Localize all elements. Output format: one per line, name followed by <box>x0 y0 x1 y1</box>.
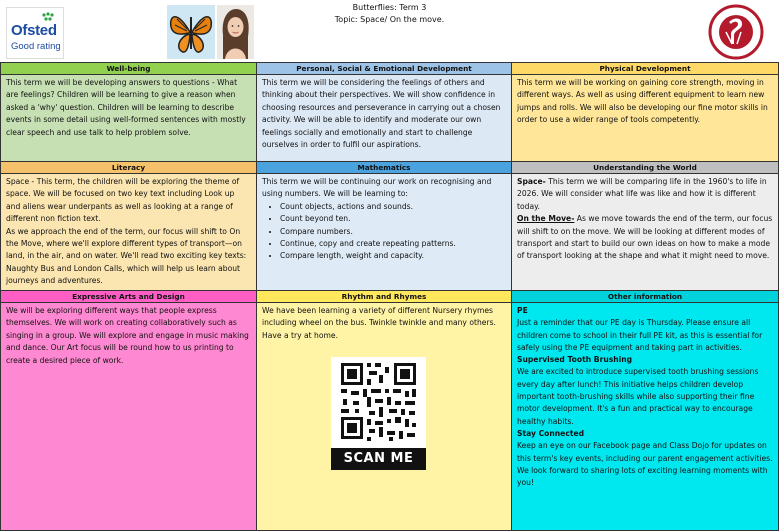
qr-code-icon <box>331 357 426 448</box>
literacy-para-move: As we approach the end of the term, our focus will shift to On the Move, where we'll explore different types of transport—on land, in the air, and on water. We'll read two exciting key texts: Naughty Bus and London Calls, which will help us learn about journeys and adventures. <box>6 226 247 286</box>
tooth-brushing-text: We are excited to introduce supervised tooth brushing sessions every day after lunch! This initiative helps children develop important tooth-brushing skills while also supporting their fine motor development. It's a fun and practical way to encourage healthy habits. <box>517 367 759 426</box>
ofsted-rating: Good rating <box>11 41 61 52</box>
section-body: We will be exploring different ways that people express themselves. We will work on creating collaboratively such as singing in a group. We will explore and engage in music making and dance. Our Art focus will be round how to us printing to create a desired piece of work. <box>6 306 249 365</box>
section-understanding-world <box>511 161 779 291</box>
section-title: Well-being <box>1 63 256 75</box>
list-item: • Continue, copy and create repeating patterns. <box>280 238 506 250</box>
section-title: Rhythm and Rhymes <box>257 291 511 303</box>
utw-move-text: As we move towards the end of the term, our focus will shift to on the move. We will be looking at different modes of transport and start to build our own ideas on how to make a mode of transport looking at the shape and what it might need to move. <box>517 214 773 261</box>
section-wellbeing <box>0 62 257 162</box>
section-body: This term we will be considering the feelings of others and thinking about their perspectives. We will show confidence in choosing resources and perseverance in carrying out a chosen activity. We will be able to identify and moderate our own feelings socially and emotionally and start to challenge ourselves in order to fulfil our aspirations. <box>262 78 501 150</box>
section-title: Literacy <box>1 162 256 174</box>
maths-list <box>262 201 506 263</box>
maths-intro: This term we will be continuing our work on recognising and using numbers. We will be learning to: <box>262 177 492 199</box>
section-pse <box>256 62 512 162</box>
section-expressive-arts <box>0 290 257 531</box>
utw-space-text: This term we will be comparing life in the 1960's to life in 2026. We will consider what life was like and how it is different today. <box>517 177 767 211</box>
section-literacy <box>0 161 257 291</box>
section-mathematics <box>256 161 512 291</box>
heron-park-crest-icon <box>707 4 765 60</box>
topic-title: Topic: Space/ On the move. <box>334 15 445 24</box>
section-body: This term we will be developing answers to questions - What are feelings? Children will be learning to give a reason when asked a 'why' question. Children will be learning to describe events in some detail using well-formed sentences with mostly clear speech and use talk to help problem solve. <box>6 78 246 137</box>
section-body: This term we will be working on gaining core strength, moving in different ways. As well as using different equipment to learn new jumps and rolls. We will also be developing our fine motor skills in order to use a wider range of tools competently. <box>517 78 768 125</box>
list-item: • Count beyond ten. <box>280 213 506 225</box>
class-title: Butterflies: Term 3 <box>352 3 427 12</box>
ofsted-logo-word: Ofsted <box>11 22 57 39</box>
stay-connected-heading: Stay Connected <box>517 428 585 438</box>
pe-heading: PE <box>517 306 528 315</box>
qr-code[interactable] <box>331 357 426 470</box>
qr-scan-label: SCAN ME <box>331 448 426 470</box>
section-title: Personal, Social & Emotional Development <box>257 63 511 75</box>
utw-move-label: On the Move- <box>517 214 575 224</box>
list-item: • Compare numbers. <box>280 226 506 238</box>
utw-space-label: Space- <box>517 177 546 186</box>
section-title: Expressive Arts and Design <box>1 291 256 303</box>
section-title: Mathematics <box>257 162 511 174</box>
section-title: Understanding the World <box>512 162 778 174</box>
header-title-area <box>0 2 779 26</box>
header <box>0 0 779 62</box>
section-other-info <box>511 290 779 531</box>
list-item: • Compare length, weight and capacity. <box>280 250 506 262</box>
section-title: Physical Development <box>512 63 778 75</box>
heron-park-crest <box>707 4 765 60</box>
section-physical <box>511 62 779 162</box>
section-body: We have been learning a variety of different Nursery rhymes including wheel on the bus. Twinkle twinkle and many others. Have a try at home. <box>262 306 496 340</box>
list-item: • Count objects, actions and sounds. <box>280 201 506 213</box>
pe-text: Just a reminder that our PE day is Thursday. Please ensure all children come to school in their full PE kit, as this is essential for safely using the PE equipment and taking part in activities. <box>517 318 763 352</box>
tooth-brushing-heading: Supervised Tooth Brushing <box>517 355 633 365</box>
literacy-para-space: Space - This term, the children will be exploring the theme of space. We will be focused on two key text including Look up and aliens wear underpants as well as looking at a range of different non fiction text. <box>6 177 240 224</box>
section-title: Other information <box>512 291 778 303</box>
stay-connected-text: Keep an eye on our Facebook page and Class Dojo for updates on this term's key events, including our parent engagement activities. We look forward to sharing lots of exciting learning moments with you! <box>517 441 773 488</box>
